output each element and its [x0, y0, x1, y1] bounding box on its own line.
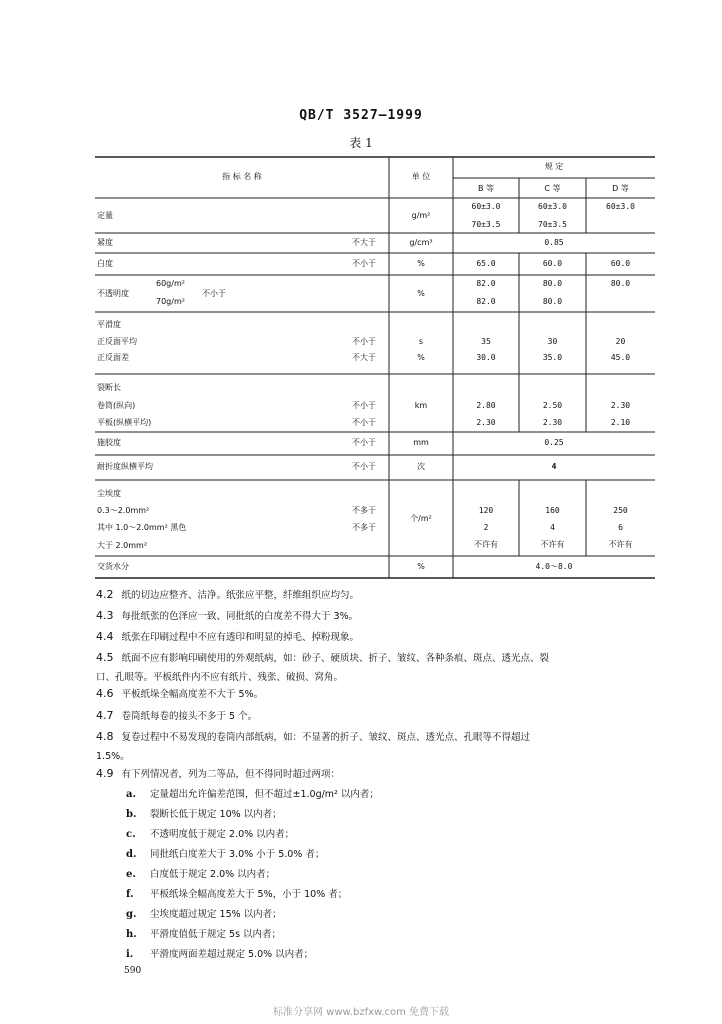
row-pinghuadu-r1-d: 20 [615, 337, 626, 346]
row-duanliechang-r2-b: 2.30 [476, 418, 496, 427]
paragraph-number: 4.4 [96, 630, 114, 643]
list-item [126, 786, 379, 804]
row-toumingdu-d1: 80.0 [610, 279, 631, 288]
paragraph-4-6 [96, 684, 656, 704]
paragraph-text: 纸面不应有影响印刷使用的外观纸病，如：砂子、硬质块、折子、皱纹、各种条痕、斑点、透光点、裂 [121, 653, 550, 664]
row-dingliang-unit: g/m² [411, 211, 431, 220]
page-number: 590 [124, 966, 142, 976]
row-chenaidu-r2-cond: 不多于 [352, 523, 376, 532]
row-dingliang-c1: 60±3.0 [538, 202, 567, 211]
row-chenaidu-r3-d: 不许有 [608, 540, 633, 549]
row-duanliechang-r1-c: 2.50 [542, 401, 563, 410]
row-toumingdu-b1: 82.0 [476, 279, 496, 288]
row-duanliechang-r1-cond: 不小于 [352, 401, 376, 410]
paragraph-text: 卷筒纸每卷的接头不多于 5 个。 [121, 711, 258, 722]
row-chenaidu-r2-d: 6 [618, 523, 623, 532]
header-grade-c: C 等 [544, 184, 561, 193]
paragraph-number: 4.8 [96, 730, 114, 743]
row-chenaidu-r1-c: 160 [545, 506, 560, 515]
watermark-link[interactable]: 标准分享网 www.bzfxw.com 免费下载 [273, 1007, 449, 1018]
paragraph-text: 有下列情况者，列为二等品，但不得同时超过两项： [121, 769, 341, 780]
header-unit: 单 位 [411, 172, 431, 181]
row-duanliechang-unit: km [414, 401, 428, 410]
paragraph-number: 4.6 [96, 687, 114, 700]
paragraph-4-3 [96, 606, 656, 626]
paragraph-continuation: 口、孔眼等。平板纸件内不应有纸片、残张、破损、窝角。 [96, 672, 344, 683]
list-item-text: 平滑度两面差超过规定 5.0% 以内者； [150, 949, 314, 960]
paragraph-text: 复卷过程中不易发现的卷筒内部纸病，如：不显著的折子、皱纹、斑点、透光点、孔眼等不得超过 [121, 732, 531, 743]
row-chenaidu-r3-c: 不许有 [540, 540, 565, 549]
list-item [126, 906, 282, 924]
row-naizhe-cond: 不小于 [352, 462, 376, 471]
list-item-letter: h. [126, 929, 137, 940]
row-dingliang-b1: 60±3.0 [471, 202, 501, 211]
list-item-text: 不透明度低于规定 2.0% 以内者； [150, 829, 295, 840]
paragraph-text: 纸的切边应整齐、洁净。纸张应平整，纤维组织应均匀。 [121, 590, 360, 601]
list-item-text: 尘埃度超过规定 15% 以内者； [150, 909, 282, 920]
list-item [126, 866, 275, 884]
row-pinghuadu-r1: 正反面平均 [97, 337, 137, 346]
paragraph-4-5 [96, 648, 656, 687]
row-pinghuadu-r2-c: 35.0 [542, 353, 563, 362]
list-item-text: 白度低于规定 2.0% 以内者； [150, 869, 276, 880]
row-baidu-d: 60.0 [610, 259, 631, 268]
paragraph-text: 每批纸张的色泽应一致、同批纸的白度差不得大于 3%。 [121, 611, 359, 622]
row-toumingdu-cond: 不小于 [202, 289, 226, 298]
row-pinghuadu-name: 平滑度 [97, 320, 121, 329]
list-item [126, 806, 282, 824]
paragraph-number: 4.9 [96, 767, 114, 780]
row-jindu-name: 紧度 [97, 238, 113, 247]
row-toumingdu-sub2: 70g/m² [156, 297, 185, 306]
row-toumingdu-name: 不透明度 [97, 289, 129, 298]
row-pinghuadu-r1-cond: 不小于 [352, 337, 376, 346]
row-baidu-b: 65.0 [476, 259, 496, 268]
list-item-letter: f. [126, 889, 134, 900]
row-jindu-unit: g/cm³ [409, 238, 433, 247]
paragraph-text: 平板纸垛全幅高度差不大于 5%。 [121, 689, 264, 700]
row-duanliechang-r2-cond: 不小于 [352, 418, 376, 427]
row-dingliang-c2: 70±3.5 [538, 220, 567, 229]
row-pinghuadu-r1-b: 35 [481, 337, 491, 346]
list-item-letter: a. [126, 789, 136, 800]
list-item [126, 926, 281, 944]
row-pinghuadu-r1-c: 30 [547, 337, 558, 346]
row-duanliechang-name: 裂断长 [97, 383, 121, 392]
row-duanliechang-r1-b: 2.80 [476, 401, 496, 410]
row-dingliang-b2: 70±3.5 [471, 220, 501, 229]
paragraph-4-8 [96, 727, 656, 766]
list-item-text: 同批纸白度差大于 3.0% 小于 5.0% 者； [150, 849, 325, 860]
row-naizhe-unit: 次 [417, 462, 425, 471]
row-shuifen-unit: % [417, 562, 425, 571]
row-dingliang-d1: 60±3.0 [606, 202, 635, 211]
paragraph-number: 4.5 [96, 651, 114, 664]
row-duanliechang-r1: 卷筒(纵向) [97, 401, 136, 410]
row-chenaidu-r2-b: 2 [483, 523, 489, 532]
row-shuifen-value: 4.0～8.0 [535, 562, 573, 571]
row-pinghuadu-r2-unit: % [417, 353, 425, 362]
row-jiaodu-name: 施胶度 [97, 438, 121, 447]
row-chenaidu-r2: 其中 1.0～2.0mm² 黑色 [97, 523, 187, 532]
row-pinghuadu-r2-d: 45.0 [610, 353, 631, 362]
list-item-letter: b. [126, 809, 137, 820]
row-dingliang-name: 定量 [97, 211, 113, 220]
list-item-letter: g. [126, 909, 137, 920]
row-naizhe-name: 耐折度纵横平均 [97, 462, 153, 471]
row-chenaidu-r3: 大于 2.0mm² [97, 541, 148, 550]
row-duanliechang-r2-c: 2.30 [542, 418, 563, 427]
row-chenaidu-r1-cond: 不多于 [352, 506, 376, 515]
list-item-text: 平板纸垛全幅高度差大于 5%，小于 10% 者； [150, 889, 348, 900]
paragraph-4-4 [96, 627, 656, 647]
row-toumingdu-unit: % [417, 289, 425, 298]
paragraph-4-7 [96, 706, 656, 726]
row-jiaodu-value: 0.25 [544, 438, 564, 447]
list-item-letter: d. [126, 849, 137, 860]
list-item [126, 946, 313, 964]
row-duanliechang-r2-d: 2.10 [610, 418, 631, 427]
paragraph-number: 4.3 [96, 609, 114, 622]
row-toumingdu-sub1: 60g/m² [156, 279, 185, 288]
row-pinghuadu-r2-b: 30.0 [476, 353, 496, 362]
row-baidu-cond: 不小于 [352, 259, 376, 268]
row-baidu-name: 白度 [97, 259, 113, 268]
paragraph-text: 纸张在印刷过程中不应有透印和明显的掉毛、掉粉现象。 [121, 632, 360, 643]
row-chenaidu-r1: 0.3～2.0mm² [97, 506, 150, 515]
header-indicator: 指 标 名 称 [222, 172, 262, 181]
row-chenaidu-r3-b: 不许有 [474, 540, 498, 549]
row-shuifen-name: 交货水分 [97, 562, 129, 571]
paragraph-number: 4.7 [96, 709, 114, 722]
row-jindu-cond: 不大于 [352, 238, 376, 247]
table-title: 表 1 [349, 136, 373, 150]
row-chenaidu-unit: 个/m² [410, 514, 432, 523]
row-duanliechang-r2: 平板(纵横平均) [97, 418, 152, 427]
row-naizhe-value: 4 [551, 462, 557, 471]
row-jiaodu-cond: 不小于 [352, 438, 376, 447]
paragraph-4-9 [96, 764, 656, 784]
paragraph-continuation: 1.5%。 [96, 751, 130, 762]
list-item-letter: i. [126, 949, 134, 960]
header-grade-b: B 等 [477, 184, 495, 193]
list-item [126, 886, 347, 904]
list-item [126, 826, 294, 844]
row-toumingdu-c2: 80.0 [542, 297, 563, 306]
header-grade-d: D 等 [612, 184, 629, 193]
header-spec: 规 定 [544, 162, 564, 171]
list-item-text: 平滑度值低于规定 5s 以内者； [150, 929, 282, 940]
list-item-letter: e. [126, 869, 136, 880]
row-pinghuadu-r1-unit: s [418, 337, 424, 346]
paragraph-4-2 [96, 585, 656, 605]
list-item-text: 裂断长低于规定 10% 以内者； [150, 809, 282, 820]
row-jiaodu-unit: mm [413, 438, 429, 447]
row-chenaidu-r2-c: 4 [550, 523, 555, 532]
row-baidu-unit: % [417, 259, 425, 268]
list-item [126, 846, 324, 864]
row-pinghuadu-r2: 正反面差 [97, 353, 129, 362]
row-baidu-c: 60.0 [542, 259, 563, 268]
row-chenaidu-name: 尘埃度 [97, 489, 121, 498]
row-jindu-value: 0.85 [544, 238, 564, 247]
row-chenaidu-r1-b: 120 [478, 506, 494, 515]
row-toumingdu-b2: 82.0 [476, 297, 496, 306]
paragraph-number: 4.2 [96, 588, 114, 601]
list-item-text: 定量超出允许偏差范围，但不超过±1.0g/m² 以内者； [150, 789, 379, 800]
row-toumingdu-c1: 80.0 [542, 279, 563, 288]
row-duanliechang-r1-d: 2.30 [610, 401, 631, 410]
row-chenaidu-r1-d: 250 [613, 506, 628, 515]
list-item-letter: c. [126, 829, 136, 840]
row-pinghuadu-r2-cond: 不大于 [352, 353, 376, 362]
standard-code-header: QB/T 3527—1999 [299, 108, 423, 123]
